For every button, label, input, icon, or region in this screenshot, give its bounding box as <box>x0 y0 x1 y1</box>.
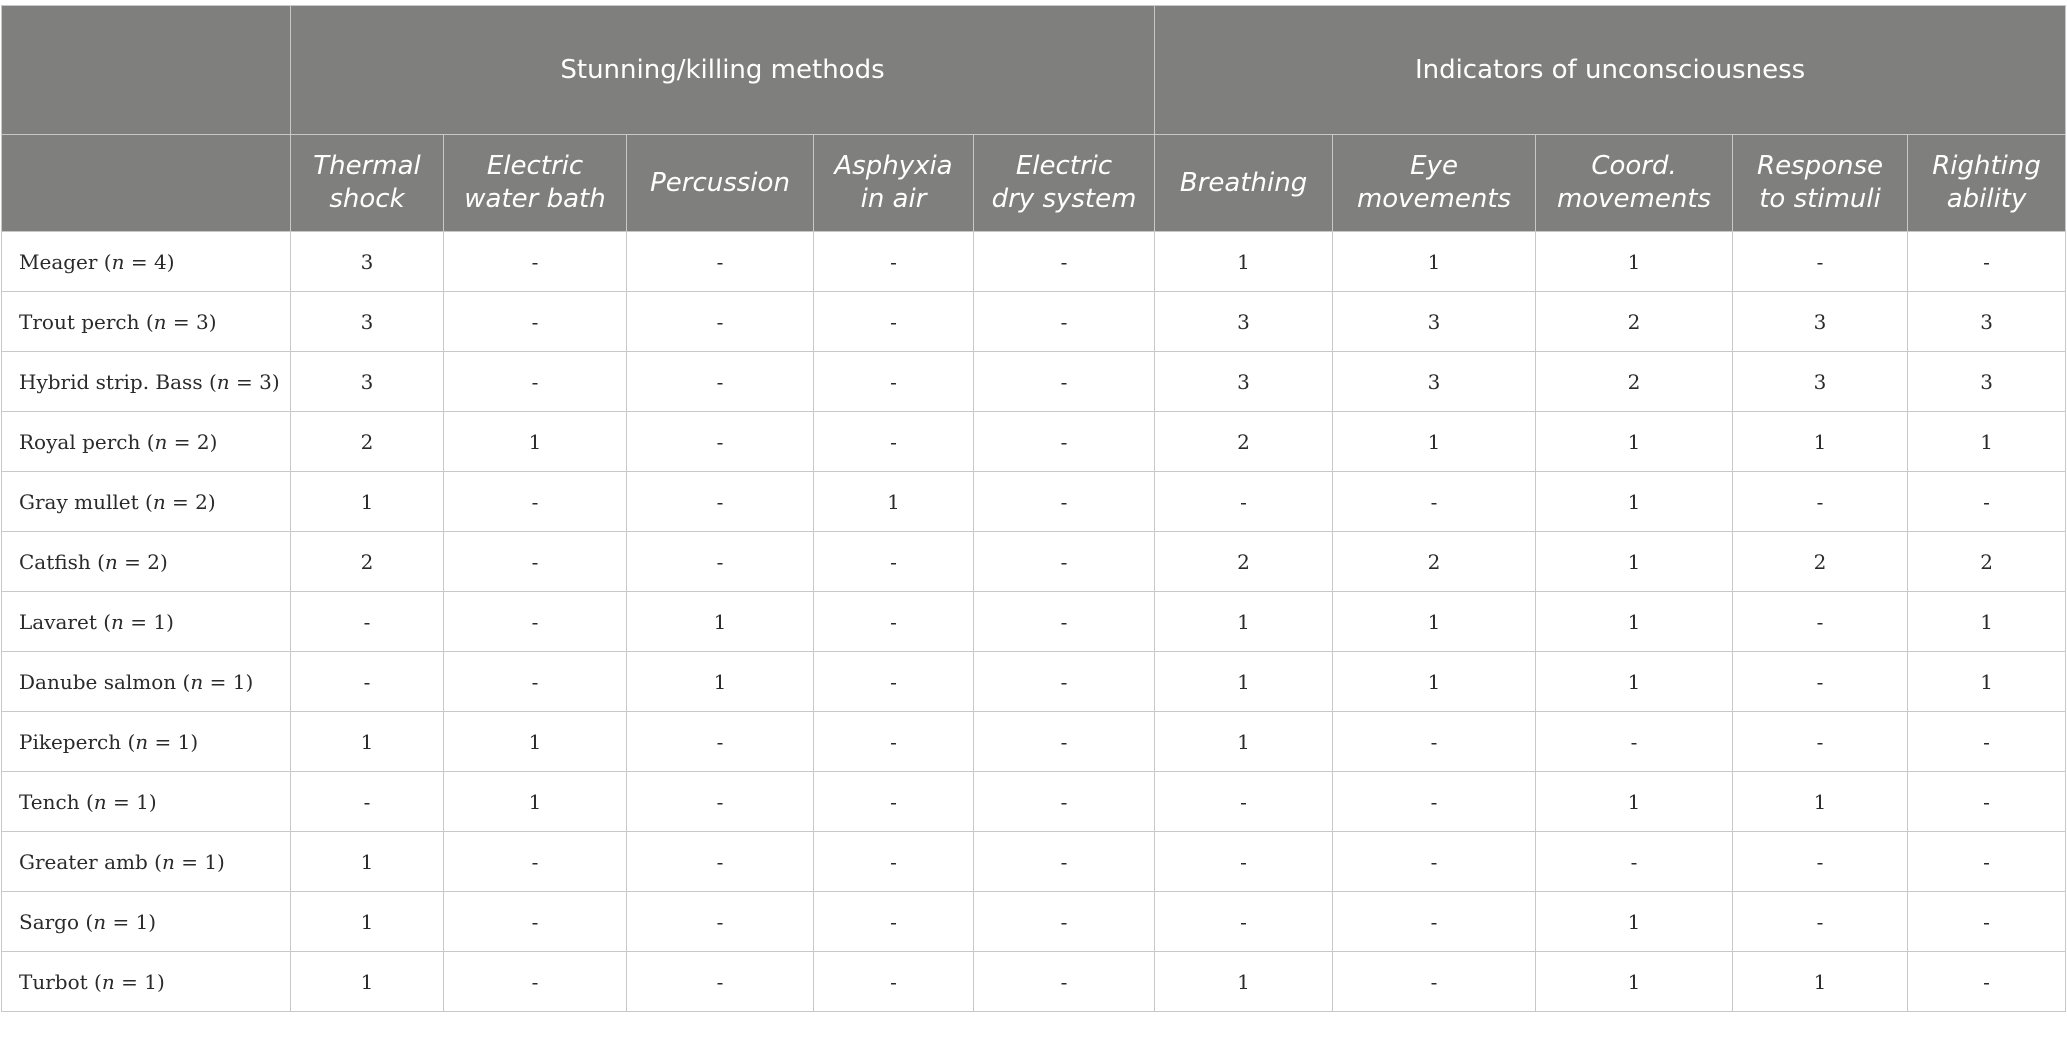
header-group-indicators: Indicators of unconsciousness <box>1155 6 2066 135</box>
column-header <box>1333 135 1536 232</box>
value-cell: 3 <box>291 292 444 352</box>
value-cell: - <box>974 352 1155 412</box>
value-cell: 1 <box>1333 652 1536 712</box>
value-cell: 1 <box>1536 772 1733 832</box>
value-cell: 3 <box>291 232 444 292</box>
table-row <box>2 472 2066 532</box>
table-row <box>2 832 2066 892</box>
sample-size-value: = 2 <box>117 549 161 574</box>
value-cell: 1 <box>1536 652 1733 712</box>
value-cell: 1 <box>1908 652 2066 712</box>
table-row <box>2 292 2066 352</box>
value-cell: 1 <box>627 592 814 652</box>
value-cell: 3 <box>1908 352 2066 412</box>
value-cell: 2 <box>1536 352 1733 412</box>
value-cell: - <box>974 412 1155 472</box>
sample-size-label: n <box>111 249 125 274</box>
species-name: Pikeperch <box>19 729 122 754</box>
sample-size-label: n <box>161 849 175 874</box>
value-cell: - <box>974 592 1155 652</box>
species-name: Trout perch <box>19 309 140 334</box>
sample-size-value: = 1 <box>106 909 149 934</box>
value-cell: - <box>814 532 974 592</box>
species-cell: Tench (n = 1) <box>2 772 291 832</box>
value-cell: 3 <box>1155 352 1333 412</box>
sample-size-label: n <box>216 369 230 394</box>
column-header-line2: ability <box>1946 184 2027 214</box>
species-name: Lavaret <box>19 609 97 634</box>
value-cell: 2 <box>291 412 444 472</box>
value-cell: - <box>627 712 814 772</box>
sample-size-label: n <box>154 429 168 454</box>
sample-size-value: = 3 <box>229 369 272 394</box>
value-cell: - <box>1333 952 1536 1012</box>
value-cell: 3 <box>291 352 444 412</box>
value-cell: 1 <box>1536 592 1733 652</box>
value-cell: 1 <box>1155 952 1333 1012</box>
species-cell: Catfish (n = 2) <box>2 532 291 592</box>
value-cell: - <box>1908 772 2066 832</box>
sample-size-value: = 2 <box>165 489 208 514</box>
value-cell: - <box>814 292 974 352</box>
value-cell: 3 <box>1333 352 1536 412</box>
value-cell: 1 <box>291 832 444 892</box>
column-header-line1: Breathing <box>1179 167 1308 198</box>
value-cell: - <box>1908 712 2066 772</box>
value-cell: - <box>1908 952 2066 1012</box>
value-cell: - <box>1733 712 1908 772</box>
column-header <box>814 135 974 232</box>
value-cell: 2 <box>1733 532 1908 592</box>
value-cell: 1 <box>1908 412 2066 472</box>
sample-size-value: = 1 <box>203 669 246 694</box>
table-body <box>2 232 2066 1012</box>
column-header-line1: Righting <box>1932 151 2041 181</box>
value-cell: - <box>814 892 974 952</box>
column-header-line2: dry system <box>991 184 1137 214</box>
value-cell: 3 <box>1733 352 1908 412</box>
species-name: Sargo <box>19 909 80 934</box>
species-name: Catfish <box>19 549 91 574</box>
species-name: Danube salmon <box>19 669 177 694</box>
species-name: Meager <box>19 249 98 274</box>
species-cell: Danube salmon (n = 1) <box>2 652 291 712</box>
value-cell: - <box>1733 652 1908 712</box>
table-row <box>2 352 2066 412</box>
column-header-line2: shock <box>329 184 405 214</box>
column-header-line2: movements <box>1356 184 1512 214</box>
column-header-line1: Eye <box>1410 151 1458 181</box>
value-cell: - <box>974 952 1155 1012</box>
sample-size-label: n <box>135 729 149 754</box>
value-cell: - <box>444 592 627 652</box>
value-cell: - <box>974 232 1155 292</box>
species-cell: Trout perch (n = 3) <box>2 292 291 352</box>
value-cell: - <box>1733 472 1908 532</box>
value-cell: - <box>1333 712 1536 772</box>
table-row <box>2 232 2066 292</box>
value-cell: - <box>444 292 627 352</box>
value-cell: - <box>627 532 814 592</box>
value-cell: - <box>1333 472 1536 532</box>
table-row <box>2 412 2066 472</box>
value-cell: - <box>1536 832 1733 892</box>
header-corner-cell <box>2 6 291 135</box>
value-cell: - <box>814 832 974 892</box>
value-cell: - <box>974 292 1155 352</box>
value-cell: - <box>1733 232 1908 292</box>
value-cell: - <box>627 952 814 1012</box>
column-header-line1: Response <box>1757 151 1884 181</box>
value-cell: 1 <box>1536 472 1733 532</box>
value-cell: 1 <box>291 712 444 772</box>
value-cell: - <box>1536 712 1733 772</box>
species-name: Turbot <box>19 969 88 994</box>
column-header-line2: to stimuli <box>1759 184 1881 214</box>
value-cell: - <box>444 832 627 892</box>
value-cell: 1 <box>1733 952 1908 1012</box>
value-cell: - <box>627 772 814 832</box>
column-header <box>627 135 814 232</box>
value-cell: - <box>444 652 627 712</box>
sample-size-label: n <box>152 489 166 514</box>
value-cell: 3 <box>1155 292 1333 352</box>
value-cell: - <box>627 412 814 472</box>
value-cell: - <box>444 952 627 1012</box>
value-cell: - <box>814 352 974 412</box>
sample-size-value: = 1 <box>123 609 167 634</box>
value-cell: - <box>1333 772 1536 832</box>
value-cell: - <box>974 772 1155 832</box>
value-cell: - <box>627 892 814 952</box>
value-cell: 1 <box>1536 232 1733 292</box>
species-cell: Pikeperch (n = 1) <box>2 712 291 772</box>
column-header <box>1155 135 1333 232</box>
value-cell: 2 <box>291 532 444 592</box>
column-header-line1: Electric <box>486 151 584 181</box>
value-cell: - <box>1733 892 1908 952</box>
value-cell: - <box>1333 832 1536 892</box>
value-cell: 1 <box>444 772 627 832</box>
sample-size-value: = 4 <box>124 249 167 274</box>
value-cell: 1 <box>1155 712 1333 772</box>
value-cell: - <box>291 652 444 712</box>
species-cell: Meager (n = 4) <box>2 232 291 292</box>
species-cell: Lavaret (n = 1) <box>2 592 291 652</box>
value-cell: - <box>627 292 814 352</box>
data-table <box>1 5 2066 1012</box>
header-group-stunning: Stunning/killing methods <box>291 6 1155 135</box>
sample-size-label: n <box>104 549 118 574</box>
value-cell: 1 <box>1155 652 1333 712</box>
value-cell: - <box>444 532 627 592</box>
column-header-line1: Coord. <box>1591 151 1677 181</box>
column-header <box>1733 135 1908 232</box>
value-cell: 1 <box>814 472 974 532</box>
value-cell: - <box>1908 232 2066 292</box>
species-name: Gray mullet <box>19 489 139 514</box>
value-cell: 1 <box>1155 592 1333 652</box>
table-row <box>2 952 2066 1012</box>
value-cell: - <box>1908 892 2066 952</box>
header-columns-row <box>2 135 2066 232</box>
value-cell: 3 <box>1333 292 1536 352</box>
column-header <box>974 135 1155 232</box>
sample-size-value: = 1 <box>114 969 157 994</box>
value-cell: 1 <box>291 472 444 532</box>
value-cell: 1 <box>444 712 627 772</box>
value-cell: - <box>627 472 814 532</box>
header-species-cell <box>2 135 291 232</box>
value-cell: 1 <box>1536 412 1733 472</box>
value-cell: - <box>444 472 627 532</box>
value-cell: - <box>627 232 814 292</box>
value-cell: - <box>1908 472 2066 532</box>
species-cell: Royal perch (n = 2) <box>2 412 291 472</box>
value-cell: 1 <box>627 652 814 712</box>
value-cell: 2 <box>1155 412 1333 472</box>
sample-size-label: n <box>93 909 107 934</box>
species-name: Tench <box>19 789 80 814</box>
value-cell: 2 <box>1536 292 1733 352</box>
table-row <box>2 712 2066 772</box>
value-cell: 2 <box>1908 532 2066 592</box>
sample-size-label: n <box>111 609 124 634</box>
value-cell: 1 <box>1333 412 1536 472</box>
value-cell: 3 <box>1908 292 2066 352</box>
column-header <box>444 135 627 232</box>
data-table-container <box>1 5 2065 1012</box>
sample-size-value: = 1 <box>106 789 149 814</box>
value-cell: - <box>1733 832 1908 892</box>
value-cell: - <box>1333 892 1536 952</box>
species-name: Royal perch <box>19 429 141 454</box>
value-cell: 2 <box>1333 532 1536 592</box>
value-cell: - <box>814 592 974 652</box>
sample-size-value: = 1 <box>174 849 218 874</box>
sample-size-label: n <box>93 789 107 814</box>
column-header-line2: in air <box>860 184 927 214</box>
value-cell: 3 <box>1733 292 1908 352</box>
value-cell: - <box>974 832 1155 892</box>
value-cell: - <box>1155 832 1333 892</box>
value-cell: - <box>814 952 974 1012</box>
column-header <box>1908 135 2066 232</box>
value-cell: - <box>1733 592 1908 652</box>
value-cell: 1 <box>291 952 444 1012</box>
value-cell: - <box>627 352 814 412</box>
column-header <box>1536 135 1733 232</box>
value-cell: 1 <box>1536 952 1733 1012</box>
value-cell: 1 <box>1733 412 1908 472</box>
value-cell: - <box>974 472 1155 532</box>
value-cell: - <box>1155 472 1333 532</box>
value-cell: - <box>1155 892 1333 952</box>
column-header-line2: movements <box>1556 184 1712 214</box>
value-cell: - <box>814 412 974 472</box>
value-cell: - <box>444 892 627 952</box>
sample-size-label: n <box>101 969 115 994</box>
sample-size-label: n <box>190 669 204 694</box>
species-cell: Gray mullet (n = 2) <box>2 472 291 532</box>
value-cell: 1 <box>1536 532 1733 592</box>
species-cell: Greater amb (n = 1) <box>2 832 291 892</box>
value-cell: 1 <box>1733 772 1908 832</box>
species-name: Hybrid strip. Bass <box>19 369 203 394</box>
value-cell: - <box>1155 772 1333 832</box>
sample-size-value: = 3 <box>166 309 209 334</box>
species-cell: Hybrid strip. Bass (n = 3) <box>2 352 291 412</box>
species-cell: Turbot (n = 1) <box>2 952 291 1012</box>
table-row <box>2 532 2066 592</box>
column-header-line1: Thermal <box>313 151 421 181</box>
value-cell: - <box>814 772 974 832</box>
value-cell: - <box>974 652 1155 712</box>
column-header-line1: Percussion <box>650 167 790 198</box>
value-cell: - <box>627 832 814 892</box>
sample-size-value: = 1 <box>148 729 191 754</box>
value-cell: - <box>291 592 444 652</box>
value-cell: - <box>974 532 1155 592</box>
value-cell: - <box>1908 832 2066 892</box>
value-cell: - <box>814 652 974 712</box>
value-cell: - <box>814 232 974 292</box>
value-cell: 1 <box>291 892 444 952</box>
species-cell: Sargo (n = 1) <box>2 892 291 952</box>
value-cell: - <box>444 352 627 412</box>
table-row <box>2 772 2066 832</box>
value-cell: 1 <box>444 412 627 472</box>
value-cell: 1 <box>1333 592 1536 652</box>
sample-size-label: n <box>153 309 167 334</box>
value-cell: - <box>974 892 1155 952</box>
value-cell: 1 <box>1155 232 1333 292</box>
column-header-line2: water bath <box>464 184 606 214</box>
value-cell: - <box>814 712 974 772</box>
value-cell: 2 <box>1155 532 1333 592</box>
table-row <box>2 892 2066 952</box>
species-name: Greater amb <box>19 849 148 874</box>
value-cell: 1 <box>1333 232 1536 292</box>
table-row <box>2 652 2066 712</box>
value-cell: 1 <box>1908 592 2066 652</box>
sample-size-value: = 2 <box>167 429 210 454</box>
value-cell: - <box>291 772 444 832</box>
value-cell: - <box>444 232 627 292</box>
column-header-line1: Electric <box>1015 151 1113 181</box>
column-header-line1: Asphyxia <box>834 151 953 181</box>
column-header <box>291 135 444 232</box>
header-group-row <box>2 6 2066 135</box>
value-cell: 1 <box>1536 892 1733 952</box>
table-row <box>2 592 2066 652</box>
value-cell: - <box>974 712 1155 772</box>
